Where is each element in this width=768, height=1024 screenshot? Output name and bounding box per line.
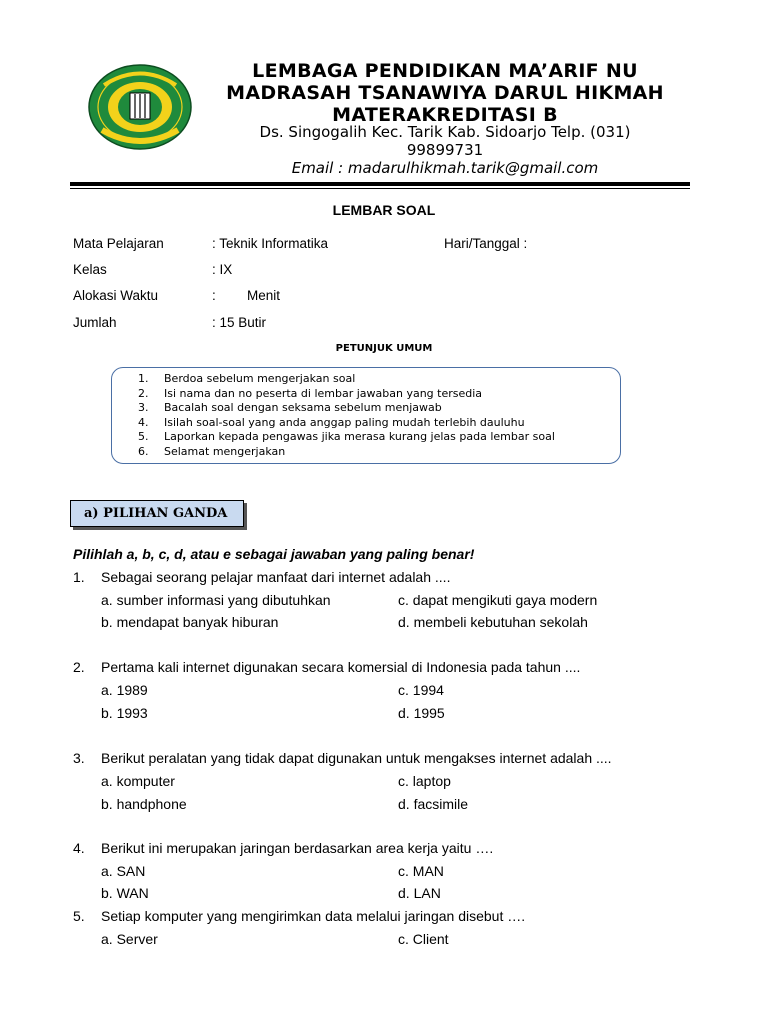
option-c: c. 1994 xyxy=(398,682,444,698)
question-text: Berikut peralatan yang tidak dapat digunakan untuk mengakses internet adalah .... xyxy=(101,750,612,766)
count-value: : 15 Butir xyxy=(212,315,267,330)
instructions-box xyxy=(111,367,621,464)
option-c: c. laptop xyxy=(398,773,451,789)
instructions-list xyxy=(138,372,555,460)
list-item: 2. Isi nama dan no peserta di lembar jawaban yang tersedia xyxy=(138,386,483,400)
instructions-title: PETUNJUK UMUM xyxy=(335,343,433,354)
time-label: Alokasi Waktu xyxy=(73,288,159,303)
question-number: 2. xyxy=(73,659,85,675)
header-line-1: LEMBAGA PENDIDIKAN MA’ARIF NU xyxy=(252,60,638,82)
question-number: 4. xyxy=(73,840,85,856)
question-text: Sebagai seorang pelajar manfaat dari internet adalah .... xyxy=(101,569,451,585)
question-text: Setiap komputer yang mengirimkan data melalui jaringan disebut …. xyxy=(101,908,526,924)
option-a: a. sumber informasi yang dibutuhkan xyxy=(101,592,331,608)
option-d: d. 1995 xyxy=(398,705,445,721)
time-colon: : xyxy=(212,288,216,303)
option-a: a. Server xyxy=(101,931,158,947)
option-b: b. WAN xyxy=(101,885,149,901)
header-address-2: 99899731 xyxy=(406,141,484,159)
option-c: c. dapat mengikuti gaya modern xyxy=(398,592,598,608)
option-b: b. handphone xyxy=(101,796,187,812)
school-logo xyxy=(88,64,192,150)
header-divider-thick xyxy=(70,182,690,186)
option-b: b. mendapat banyak hiburan xyxy=(101,614,279,630)
header-line-2: MADRASAH TSANAWIYA DARUL HIKMAH xyxy=(226,82,664,104)
option-a: a. komputer xyxy=(101,773,175,789)
header-email: Email : madarulhikmah.tarik@gmail.com xyxy=(291,159,599,177)
question-number: 5. xyxy=(73,908,85,924)
option-b: b. 1993 xyxy=(101,705,148,721)
question-text: Berikut ini merupakan jaringan berdasarkan area kerja yaitu …. xyxy=(101,840,494,856)
option-d: d. membeli kebutuhan sekolah xyxy=(398,614,588,630)
option-a: a. 1989 xyxy=(101,682,148,698)
option-c: c. Client xyxy=(398,931,449,947)
header-divider-thin xyxy=(70,188,690,189)
question-number: 1. xyxy=(73,569,85,585)
subject-label: Mata Pelajaran xyxy=(73,236,164,251)
directive-text: Pilihlah a, b, c, d, atau e sebagai jawaban yang paling benar! xyxy=(73,546,475,562)
question-number: 3. xyxy=(73,750,85,766)
option-c: c. MAN xyxy=(398,863,444,879)
list-item: 5. Laporkan kepada pengawas jika merasa kurang jelas pada lembar soal xyxy=(138,430,555,444)
class-value: : IX xyxy=(212,262,233,277)
header-line-3: MATERAKREDITASI B xyxy=(332,104,558,126)
count-label: Jumlah xyxy=(73,315,117,330)
time-unit: Menit xyxy=(247,288,281,303)
list-item: 3. Bacalah soal dengan seksama sebelum menjawab xyxy=(138,401,442,415)
list-item: 6. Selamat mengerjakan xyxy=(138,444,286,458)
option-d: d. facsimile xyxy=(398,796,469,812)
option-a: a. SAN xyxy=(101,863,146,879)
list-item: 4. Isilah soal-soal yang anda anggap paling mudah terlebih dauluhu xyxy=(138,415,525,429)
subject-value: : Teknik Informatika xyxy=(212,236,329,251)
section-heading: a) PILIHAN GANDA xyxy=(70,500,244,527)
document-title: LEMBAR SOAL xyxy=(332,202,436,218)
option-d: d. LAN xyxy=(398,885,441,901)
list-item: 1. Berdoa sebelum mengerjakan soal xyxy=(138,372,356,385)
question-text: Pertama kali internet digunakan secara komersial di Indonesia pada tahun .... xyxy=(101,659,581,675)
class-label: Kelas xyxy=(73,262,107,277)
header-address-1: Ds. Singogalih Kec. Tarik Kab. Sidoarjo Telp. (031) xyxy=(259,123,631,141)
date-label: Hari/Tanggal : xyxy=(444,236,528,251)
